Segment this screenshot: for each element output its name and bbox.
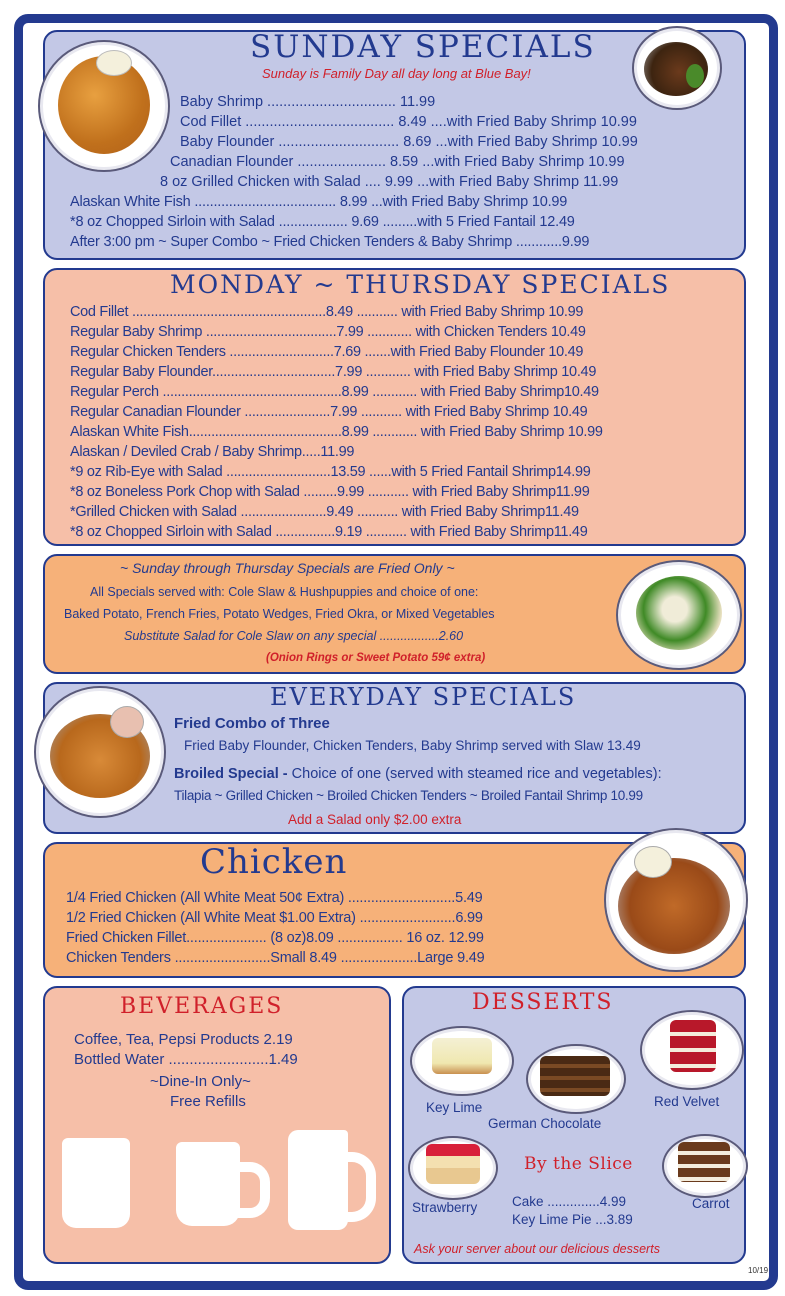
beverage-line: Coffee, Tea, Pepsi Products 2.19 <box>74 1031 293 1048</box>
chicken-line: Chicken Tenders .........................Small 8.49 ....................Large 9.49 <box>66 950 485 966</box>
desserts-title: DESSERTS <box>472 990 614 1015</box>
strawberry-caption: Strawberry <box>412 1200 478 1215</box>
chicken-line: Fried Chicken Fillet..................... (8 oz)8.09 ................. 16 oz. 12.99 <box>66 930 484 946</box>
red-velvet-caption: Red Velvet <box>654 1094 720 1109</box>
monday-line: Regular Baby Flounder.................................7.99 ............ with Fried Baby Shrimp 10.49 <box>70 364 597 380</box>
sunday-subtitle: Sunday is Family Day all day long at Blue Bay! <box>262 66 531 81</box>
chicken-line: 1/4 Fried Chicken (All White Meat 50¢ Extra) ............................5.49 <box>66 890 483 906</box>
broiled-special-line <box>174 764 662 784</box>
pitcher-icon <box>288 1130 348 1230</box>
served-with-text: All Specials served with: Cole Slaw & Hushpuppies and choice of one: <box>90 585 479 599</box>
dine-in-only-note: ~Dine-In Only~ <box>150 1073 251 1090</box>
monday-line: *Grilled Chicken with Salad .......................9.49 ........... with Fried Baby Shrimp11.49 <box>70 504 579 520</box>
sunday-line: *8 oz Chopped Sirloin with Salad .................. 9.69 .........with 5 Fried Fantail 12.49 <box>70 214 575 230</box>
broiled-special-title: Broiled Special - <box>174 766 288 782</box>
key-lime-caption: Key Lime <box>426 1100 483 1115</box>
pitcher-handle-icon <box>340 1152 376 1222</box>
cup-icon <box>62 1138 130 1228</box>
chicken-title: Chicken <box>200 842 348 882</box>
german-chocolate-caption: German Chocolate <box>488 1116 602 1131</box>
fries-shrimp-plate-image <box>38 40 170 172</box>
fried-combo-description: Fried Baby Flounder, Chicken Tenders, Baby Shrimp served with Slaw 13.49 <box>184 738 641 753</box>
sunday-title: SUNDAY SPECIALS <box>250 29 596 65</box>
beverage-line: Bottled Water ........................1.49 <box>74 1051 298 1068</box>
monday-line: Alaskan / Deviled Crab / Baby Shrimp.....11.99 <box>70 444 355 460</box>
monday-line: Regular Canadian Flounder .......................7.99 ........... with Fried Baby Shrimp 10.49 <box>70 404 588 420</box>
carrot-cake-image <box>662 1134 748 1198</box>
sunday-line: 8 oz Grilled Chicken with Salad .... 9.99 ...with Fried Baby Shrimp 11.99 <box>160 174 619 190</box>
monday-line: Regular Baby Shrimp ...................................7.99 ............ with Chicken Tenders 10.49 <box>70 324 586 340</box>
red-velvet-cake-image <box>640 1010 744 1090</box>
monday-line: Cod Fillet ....................................................8.49 ........... with Fried Baby Shrimp 10.99 <box>70 304 584 320</box>
fried-combo-plate-image <box>34 686 166 818</box>
fried-chicken-plate-image <box>604 828 748 972</box>
cake-price: Cake ..............4.99 <box>512 1194 627 1209</box>
carrot-caption: Carrot <box>692 1196 730 1211</box>
strawberry-cake-image <box>408 1136 498 1200</box>
sunday-line: Canadian Flounder ...................... 8.59 ...with Fried Baby Shrimp 10.99 <box>170 154 625 170</box>
side-options-text: Baked Potato, French Fries, Potato Wedges, Fried Okra, or Mixed Vegetables <box>64 607 495 621</box>
broiled-special-choice: Choice of one (served with steamed rice and vegetables): <box>287 766 662 782</box>
mug-handle-icon <box>232 1162 270 1218</box>
everyday-title: EVERYDAY SPECIALS <box>270 683 577 711</box>
key-lime-pie-price: Key Lime Pie ...3.89 <box>512 1212 633 1227</box>
beverages-title: BEVERAGES <box>120 994 284 1019</box>
by-the-slice-heading: By the Slice <box>524 1154 633 1174</box>
ask-server-note: Ask your server about our delicious desserts <box>414 1242 660 1256</box>
broiled-special-description: Tilapia ~ Grilled Chicken ~ Broiled Chicken Tenders ~ Broiled Fantail Shrimp 10.99 <box>174 788 643 803</box>
monday-line: Alaskan White Fish.........................................8.99 ............ with Fried Baby Shrimp 10.99 <box>70 424 603 440</box>
sunday-line: Baby Flounder .............................. 8.69 ...with Fried Baby Shrimp 10.99 <box>180 134 638 150</box>
chicken-line: 1/2 Fried Chicken (All White Meat $1.00 Extra) .........................6.99 <box>66 910 483 926</box>
sunday-line: After 3:00 pm ~ Super Combo ~ Fried Chicken Tenders & Baby Shrimp ............9.99 <box>70 234 590 250</box>
monday-line: Regular Chicken Tenders ............................7.69 .......with Fried Baby Flounder 10.49 <box>70 344 584 360</box>
fried-combo-title: Fried Combo of Three <box>174 715 330 732</box>
sunday-line: Cod Fillet ..................................... 8.49 ....with Fried Baby Shrimp 10.99 <box>180 114 637 130</box>
monday-line: Regular Perch ................................................8.99 ............ with Fried Baby Shrimp10.49 <box>70 384 599 400</box>
steak-plate-image <box>632 26 722 110</box>
onion-rings-extra: (Onion Rings or Sweet Potato 59¢ extra) <box>266 652 486 664</box>
substitute-salad-text: Substitute Salad for Cole Slaw on any special .................2.60 <box>124 629 464 643</box>
monday-line: *8 oz Chopped Sirloin with Salad ................9.19 ........... with Fried Baby Shrimp11.49 <box>70 524 588 540</box>
key-lime-pie-image <box>410 1026 514 1096</box>
fried-only-note: ~ Sunday through Thursday Specials are Fried Only ~ <box>120 560 455 576</box>
vegetables-plate-image <box>616 560 742 670</box>
sunday-line: Alaskan White Fish ..................................... 8.99 ...with Fried Baby Shrimp 10.99 <box>70 194 568 210</box>
sunday-line: Baby Shrimp ................................ 11.99 <box>180 94 436 110</box>
monday-line: *9 oz Rib-Eye with Salad ............................13.59 ......with 5 Fried Fantail Shrimp14.99 <box>70 464 591 480</box>
free-refills-note: Free Refills <box>170 1093 246 1110</box>
add-salad-note: Add a Salad only $2.00 extra <box>288 812 462 827</box>
monday-thursday-title: MONDAY ~ THURSDAY SPECIALS <box>170 270 671 299</box>
revision-code: 10/19 <box>748 1266 769 1275</box>
mug-icon <box>176 1142 240 1226</box>
german-chocolate-cake-image <box>526 1044 626 1114</box>
monday-line: *8 oz Boneless Pork Chop with Salad .........9.99 ........... with Fried Baby Shrimp11.99 <box>70 484 590 500</box>
